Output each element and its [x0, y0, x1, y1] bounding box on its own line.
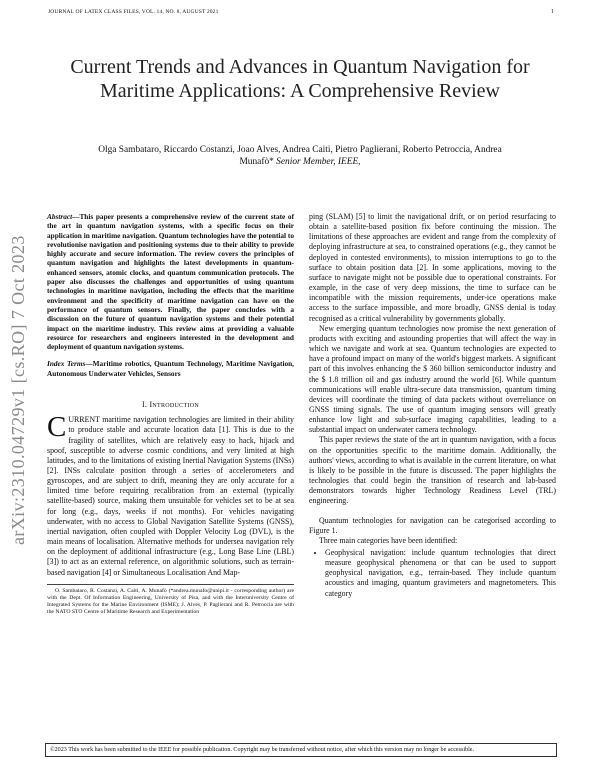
intro-paragraph-3: This paper reviews the state of the art in quantum navigation, with a focus on the opportunities specific to the maritime domain. Additionally, the authors' views, according to what is available in the current literature, on what is likely to be possible in the future is discussed. The paper highlights the technologies that could begin the transition of research and lab-based demonstrators towards higher Technology Readiness Level (TRL) engineering. — [309, 435, 556, 506]
arxiv-stamp[interactable]: arXiv:2310.04729v1 [cs.RO] 7 Oct 2023 — [8, 235, 28, 545]
category-list — [309, 548, 556, 599]
left-column — [47, 212, 294, 617]
footnote-text: O. Sambataro, R. Costanzi, A. Caiti, A. Munafò (*andrea.munafo@unipi.it - corresponding author) are with the Dept. Of Information Engineering, University of Pisa, and with the Interuniversity Centre of Integrated Systems for the Marine Environment (ISME); J. Alves, P. Paglierani and R. Petroccia are with the NATO STO Centre of Maritime Research and Experimentation — [47, 587, 294, 616]
abstract-text: —This paper presents a comprehensive review of the current state of the art in quantum navigation systems, with a specific focus on their application in maritime navigation. Quantum technologies have the potential to revolutionise navigation and positioning systems due to their ability to provide highly accurate and secure information. The review covers the principles of quantum navigation and highlights the latest developments in quantum-enhanced sensors, atomic clocks, and quantum communication protocols. The paper also discusses the challenges and opportunities of using quantum technologies in maritime navigation, including the effects that the maritime environment and the specificity of maritime navigation can have on the performance of quantum sensors. Finally, the paper concludes with a discussion on the future of quantum navigation systems and their potential impact on the maritime industry. This review aims at providing a valuable resource for researchers and engineers interested in the development and deployment of quantum navigation systems. — [47, 212, 294, 352]
right-column — [309, 212, 556, 599]
author-footnote — [47, 584, 294, 617]
abstract-label: Abstract — [47, 212, 73, 221]
index-terms-text: —Maritime robotics, Quantum Technology, Maritime Navigation, Autonomous Underwater Vehicles, Sensors — [47, 359, 294, 378]
copyright-notice: ©2023 This work has been submitted to the IEEE for possible publication. Copyright may be transferred without notice, after which this version may no longer be accessible. — [45, 743, 557, 757]
index-terms-label: Index Terms — [47, 359, 86, 369]
author-names: Olga Sambataro, Riccardo Costanzi, Joao Alves, Andrea Caiti, Pietro Paglierani, Roberto Petroccia, Andrea Munafò* — [98, 145, 502, 168]
list-item-geophysical: • Geophysical navigation: include quantum technologies that direct measure geophysical phenomena or that can be used to support geophysical navigation, e.g., terrain-based. They include quantum acoustics and imaging, quantum gravimeters and magnetometers. This category — [325, 548, 556, 599]
intro-paragraph-1-text: URRENT maritime navigation technologies are limited in their ability to produce stable and accurate location data [1]. This is due to the fragility of satellites, which are relatively easy to hack, hijack and spoof, susceptible to adverse cosmic conditions, and very limited at high latitudes, and to the limitations of existing Inertial Navigation Systems (INSs) [2]. INSs calculate position through a series of accelerometers and gyroscopes, and are subject to drift, meaning they are only accurate for a limited time before requiring recalibration from an external (typically satellite-based) source, making them unsuitable for vehicles set to be at sea for long (e.g., days, weeks if not months). For vehicles navigating underwater, with no access to Global Navigation Satellite Systems (GNSS), inertial navigation, often coupled with Doppler Velocity Log (DVL), is the main means of localisation. Alternative methods for undersea navigation rely on the deployment of additional infrastructure (e.g., Long Base Line (LBL) [3]) to act as an external reference, on algorithmic solutions, such as terrain-based navigation [4] or Simultaneous Localisation And Map- — [47, 415, 294, 577]
journal-header: JOURNAL OF LATEX CLASS FILES, VOL. 14, NO. 8, AUGUST 2021 — [48, 9, 219, 15]
section-title: Introduction — [149, 400, 200, 410]
paper-title: Current Trends and Advances in Quantum Navigation for Maritime Applications: A Comprehensive Review — [70, 56, 530, 102]
intro-paragraph-4: Quantum technologies for navigation can be categorised according to Figure 1. — [309, 515, 556, 535]
author-list — [80, 144, 520, 169]
intro-paragraph-2: New emerging quantum technologies now promise the next generation of products with exciting and astounding properties that will affect the way in which we navigate and work at sea. Quantum technologies are expected to have a profound impact on many of the world's biggest markets. A significant part of this involves enhancing the $ 360 billion semiconductor industry and the $ 1.8 trillion oil and gas industry around the world [6]. While quantum communications will enable ultra-secure data transmission, quantum timing devices will coordinate the timing of data packets without overreliance on GNSS timing signals. The use of quantum imaging sensors will greatly enhance low light and sub-surface imaging capabilities, leading to a substantial impact on underwater camera technology. — [309, 323, 556, 435]
abstract — [47, 212, 294, 351]
intro-paragraph-5: Three main categories have been identified: — [319, 535, 458, 545]
intro-paragraph-1-continued: ping (SLAM) [5] to limit the navigational drift, or on period resurfacing to obtain a satellite-based position fix before continuing the mission. The limitations of these approaches are evident and range from the complexity of deploying infrastructure at sea, to constrained operations (e.g., they cannot be deployed in contested environments), to mission interruptions to go to the surface to obtain position data [2]. In some applications, moving to the surface to navigate might not be possible due to operational constraints. For example, in the case of very deep missions, the time to surface can be incompatible with the mission requirements, under-ice operations make access to the surface impossible, and more broadly, GNSS denial is today recognised as a critical vulnerability by governments globally. — [309, 212, 556, 323]
author-role: Senior Member, IEEE, — [273, 157, 361, 168]
section-heading-introduction — [47, 400, 294, 410]
section-number: I. — [141, 400, 150, 410]
drop-cap: C — [47, 411, 67, 444]
index-terms — [47, 359, 294, 378]
intro-paragraph-1 — [47, 411, 294, 578]
page-number: 1 — [551, 9, 554, 15]
